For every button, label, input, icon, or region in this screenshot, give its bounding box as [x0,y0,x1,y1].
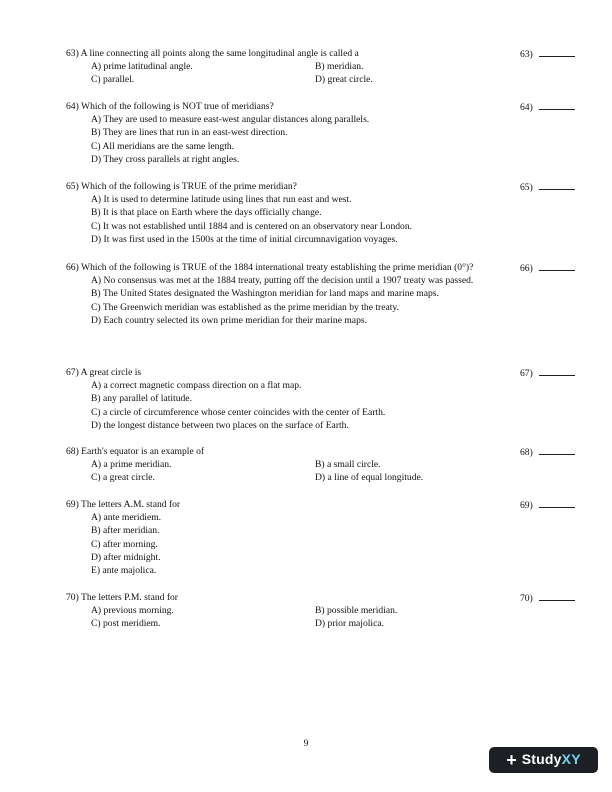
option-a: A) prime latitudinal angle. [91,61,193,73]
option-d: D) the longest distance between two places on the surface of Earth. [91,419,349,431]
answer-line[interactable] [539,180,575,190]
answer-blank-68[interactable] [520,445,575,459]
question-stem: 67) A great circle is [66,367,142,378]
option-d: D) after midnight. [91,551,161,563]
answer-blank-69[interactable] [520,498,575,512]
option-c: C) It was not established until 1884 and is centered on an observatory near London. [91,220,413,232]
question-68 [66,445,546,485]
question-69 [66,498,546,577]
answer-label: 66) [520,263,533,274]
studyxy-badge[interactable] [489,747,598,773]
answer-blank-67[interactable] [520,366,575,380]
answer-label: 69) [520,500,533,511]
options-list [91,193,546,246]
question-stem: 68) Earth's equator is an example of [66,446,205,457]
option-c: C) a circle of circumference whose center coincides with the center of Earth. [91,406,386,418]
answer-blank-64[interactable] [520,100,575,114]
question-70 [66,591,546,631]
options-list [91,274,546,327]
option-c: C) All meridians are the same length. [91,140,235,152]
option-b: B) possible meridian. [315,605,398,617]
options-list [91,113,546,166]
answer-label: 64) [520,102,533,113]
answer-label: 63) [520,49,533,60]
option-c: C) The Greenwich meridian was established as the prime meridian by the treaty. [91,301,399,313]
answer-label: 68) [520,447,533,458]
option-d: D) It was first used in the 1500s at the time of initial circumnavigation voyages. [91,233,398,245]
answer-blank-65[interactable] [520,180,575,194]
question-stem: 66) Which of the following is TRUE of the 1884 international treaty establishing the prime meridian (0°)? [66,262,474,273]
option-a: A) ante meridiem. [91,512,162,524]
question-stem: 69) The letters A.M. stand for [66,499,181,510]
answer-blank-70[interactable] [520,591,575,605]
options-list [91,379,546,432]
option-c: C) post meridiem. [91,618,161,630]
question-stem: 70) The letters P.M. stand for [66,592,178,603]
answer-line[interactable] [539,100,575,110]
answer-line[interactable] [539,366,575,376]
question-66 [66,261,546,327]
option-b: B) meridian. [315,61,364,73]
question-stem: 63) A line connecting all points along the same longitudinal angle is called a [66,48,359,59]
brand-suffix: XY [561,751,581,768]
options-grid [91,458,546,484]
option-b: B) They are lines that run in an east-west direction. [91,127,288,139]
option-b: B) a small circle. [315,459,381,471]
option-b: B) after meridian. [91,525,160,537]
option-d: D) prior majolica. [315,618,384,630]
answer-line[interactable] [539,445,575,455]
answer-label: 67) [520,368,533,379]
option-a: A) They are used to measure east-west angular distances along parallels. [91,114,370,126]
question-63 [66,47,546,87]
answer-line[interactable] [539,498,575,508]
option-d: D) Each country selected its own prime meridian for their marine maps. [91,314,367,326]
brand-prefix: Study [521,751,562,768]
option-b: B) It is that place on Earth where the days officially change. [91,207,322,219]
option-b: B) The United States designated the Washington meridian for land maps and marine maps. [91,288,439,300]
question-stem: 64) Which of the following is NOT true of meridians? [66,101,274,112]
option-a: A) a correct magnetic compass direction on a flat map. [91,380,302,392]
page-number: 9 [303,738,309,749]
option-c: C) a great circle. [91,472,155,484]
option-a: A) previous morning. [91,605,174,617]
option-b: B) any parallel of latitude. [91,393,192,405]
brand-wordmark [522,753,581,766]
option-a: A) It is used to determine latitude using lines that run east and west. [91,194,352,206]
answer-label: 65) [520,182,533,193]
answer-blank-66[interactable] [520,261,575,275]
answer-line[interactable] [539,261,575,271]
question-67 [66,366,546,432]
question-64 [66,100,546,166]
option-a: A) No consensus was met at the 1884 treaty, putting off the decision until a 1907 treaty was passed. [91,275,474,287]
plus-icon: + [506,750,517,770]
answer-line[interactable] [539,591,575,601]
option-d: D) great circle. [315,74,373,86]
option-c: C) parallel. [91,74,135,86]
options-list [91,511,546,577]
option-a: A) a prime meridian. [91,459,172,471]
question-65 [66,180,546,246]
answer-label: 70) [520,593,533,604]
option-c: C) after morning. [91,538,158,550]
options-grid [91,60,546,86]
answer-line[interactable] [539,47,575,57]
question-stem: 65) Which of the following is TRUE of the prime meridian? [66,181,297,192]
option-e: E) ante majolica. [91,565,157,577]
option-d: D) a line of equal longitude. [315,472,424,484]
options-grid [91,604,546,630]
option-d: D) They cross parallels at right angles. [91,153,240,165]
answer-blank-63[interactable] [520,47,575,61]
